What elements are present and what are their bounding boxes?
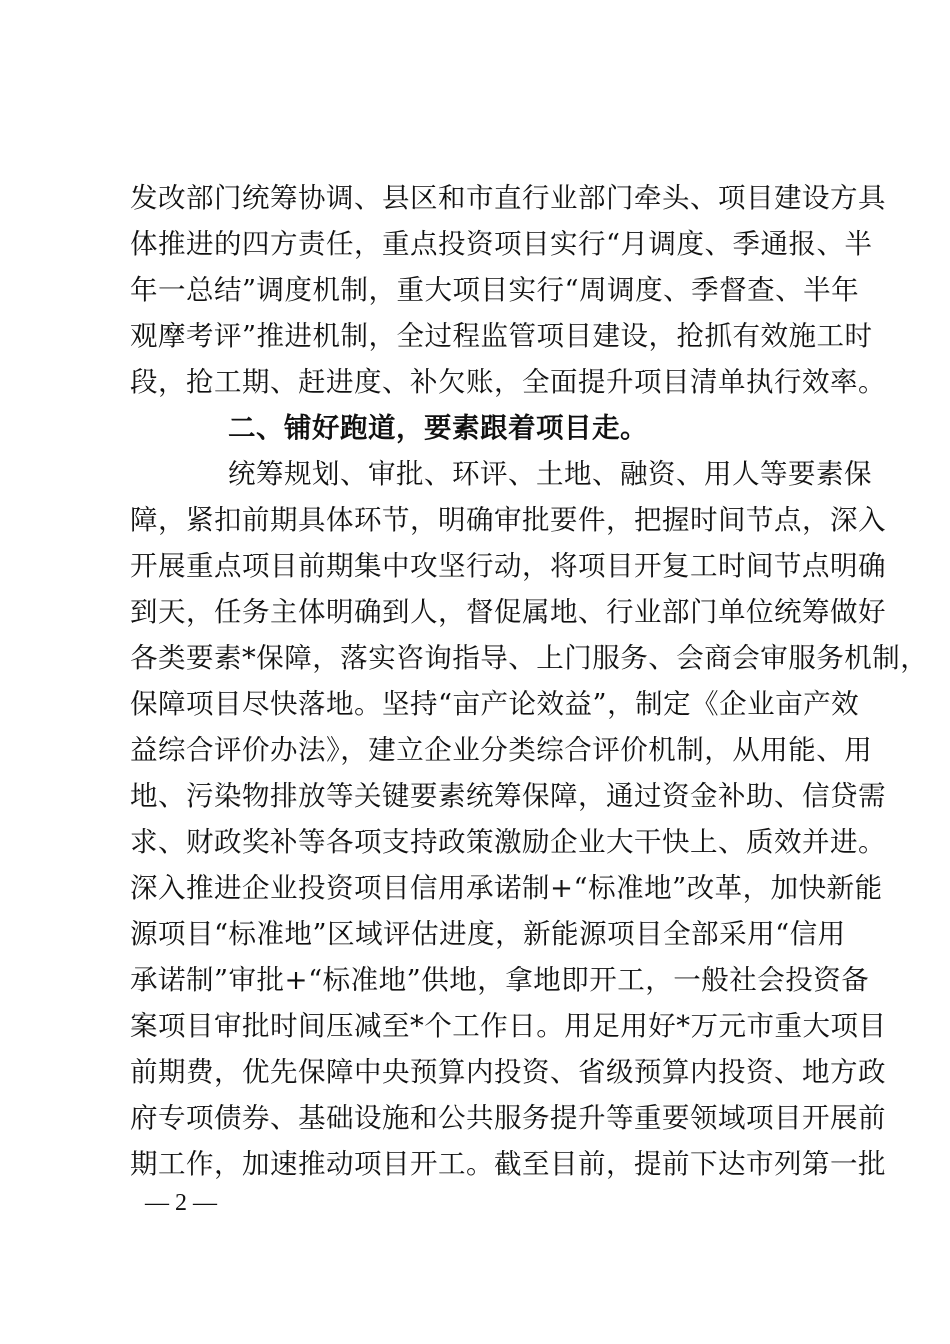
body-text-line: 各类要素*保障，落实咨询指导、上门服务、会商会审服务机制， (130, 642, 929, 674)
page-number: — 2 — (145, 1190, 217, 1216)
body-text-line: 体推进的四方责任，重点投资项目实行“月调度、季通报、半 (130, 228, 873, 260)
section-heading: 二、铺好跑道，要素跟着项目走。 (228, 412, 648, 444)
body-text-line: 前期费，优先保障中央预算内投资、省级预算内投资、地方政 (130, 1056, 886, 1088)
body-text-line: 保障项目尽快落地。坚持“亩产论效益”，制定《企业亩产效 (130, 688, 860, 720)
body-text-line: 年一总结”调度机制，重大项目实行“周调度、季督查、半年 (130, 274, 860, 306)
body-text-line: 益综合评价办法》，建立企业分类综合评价机制，从用能、用 (130, 734, 873, 766)
body-text-line: 府专项债券、基础设施和公共服务提升等重要领域项目开展前 (130, 1102, 886, 1134)
body-text-line: 地、污染物排放等关键要素统筹保障，通过资金补助、信贷需 (130, 780, 886, 812)
body-text-line: 到天，任务主体明确到人，督促属地、行业部门单位统筹做好 (130, 596, 886, 628)
body-text-line: 求、财政奖补等各项支持政策激励企业大干快上、质效并进。 (130, 826, 886, 858)
body-text-line: 统筹规划、审批、环评、土地、融资、用人等要素保 (228, 458, 872, 490)
body-text-line: 深入推进企业投资项目信用承诺制+“标准地”改革，加快新能 (130, 872, 883, 904)
body-text-line: 发改部门统筹协调、县区和市直行业部门牵头、项目建设方具 (130, 182, 886, 214)
body-text-line: 段，抢工期、赶进度、补欠账，全面提升项目清单执行效率。 (130, 366, 886, 398)
body-text-line: 承诺制”审批+“标准地”供地，拿地即开工，一般社会投资备 (130, 964, 870, 996)
body-text-line: 障，紧扣前期具体环节，明确审批要件，把握时间节点，深入 (130, 504, 886, 536)
body-text-line: 源项目“标准地”区域评估进度，新能源项目全部采用“信用 (130, 918, 846, 950)
body-text-line: 期工作，加速推动项目开工。截至目前，提前下达市列第一批 (130, 1148, 886, 1180)
body-text-line: 观摩考评”推进机制，全过程监管项目建设，抢抓有效施工时 (130, 320, 873, 352)
body-text-line: 案项目审批时间压减至*个工作日。用足用好*万元市重大项目 (130, 1010, 887, 1042)
body-text-line: 开展重点项目前期集中攻坚行动，将项目开复工时间节点明确 (130, 550, 886, 582)
